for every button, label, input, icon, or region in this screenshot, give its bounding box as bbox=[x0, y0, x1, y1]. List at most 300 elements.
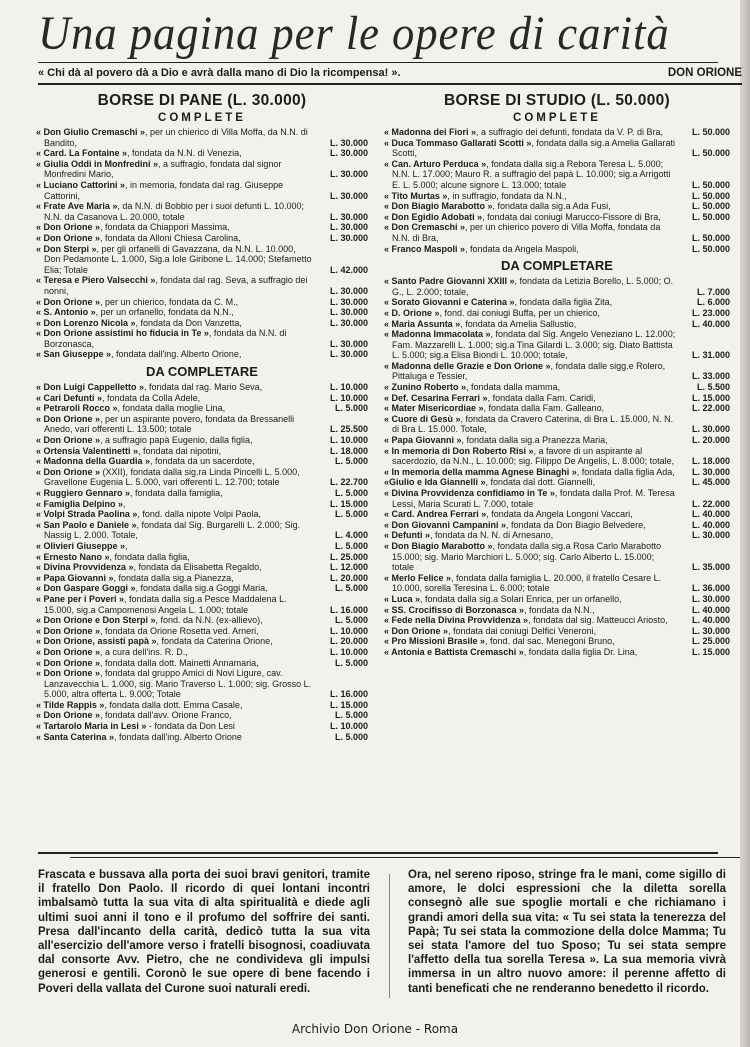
scholarship-entry bbox=[384, 361, 730, 382]
scholarship-body bbox=[384, 573, 676, 594]
scholarship-entry bbox=[384, 626, 730, 637]
scholarship-amount: L. 5.000 bbox=[334, 509, 368, 520]
scholarship-entry bbox=[384, 138, 730, 159]
scholarship-body bbox=[384, 615, 676, 626]
scholarship-description: , fondata dalla sig.a Ada Fusi, bbox=[492, 201, 611, 212]
scholarship-description: , fondata dal dott. Giannelli, bbox=[485, 477, 596, 488]
scholarship-name: « Don Orione » bbox=[36, 435, 101, 446]
scholarship-body bbox=[36, 318, 314, 329]
scholarship-entry bbox=[36, 233, 368, 244]
scholarship-amount: L. 45.000 bbox=[691, 477, 730, 488]
scholarship-entry bbox=[384, 467, 730, 478]
scholarship-amount: L. 22.700 bbox=[329, 477, 368, 488]
scholarship-description: , a favore di un aspirante al sacerdozio, da N.N., L. 10.000; sig. Filippo De Angelis, L. 8.000; totale, bbox=[392, 445, 675, 467]
scholarship-name: « Don Orione » bbox=[36, 657, 101, 668]
scholarship-entry bbox=[36, 127, 368, 148]
scholarship-body bbox=[36, 626, 314, 637]
title-rule bbox=[38, 62, 718, 63]
scholarship-name: « Don Gaspare Goggi » bbox=[36, 583, 136, 594]
scholarship-entry bbox=[36, 732, 368, 743]
scholarship-amount: L. 5.000 bbox=[334, 731, 368, 742]
scholarship-amount: L. 50.000 bbox=[691, 232, 730, 243]
bread-complete-heading: COMPLETE bbox=[158, 112, 246, 124]
scholarship-amount: L. 30.000 bbox=[329, 338, 368, 349]
scholarship-name: « Sorato Giovanni e Caterina » bbox=[384, 297, 515, 308]
scholarship-body bbox=[384, 244, 676, 255]
scholarship-body bbox=[36, 159, 314, 180]
scholarship-description: , fondata da N.N., bbox=[524, 604, 595, 615]
scholarship-amount: L. 30.000 bbox=[329, 317, 368, 328]
scholarship-entry bbox=[384, 414, 730, 435]
motto-quote: « Chi dà al povero dà a Dio e avrà dalla mano di Dio la ricompensa! ». bbox=[38, 67, 401, 79]
scholarship-entry bbox=[384, 159, 730, 191]
scholarship-name: « Divina Provvidenza confidiamo in Te » bbox=[384, 488, 555, 498]
scholarship-description: , per un chierico povero di Villa Moffa, fondata da N.N. di Bra, bbox=[392, 222, 661, 243]
scholarship-amount: L. 5.000 bbox=[334, 488, 368, 498]
scholarship-entry bbox=[36, 467, 368, 488]
scholarship-entry bbox=[36, 328, 368, 349]
scholarship-body bbox=[384, 509, 676, 520]
column-divider bbox=[389, 874, 390, 998]
scholarship-body bbox=[384, 541, 676, 573]
scholarship-body bbox=[36, 403, 314, 414]
scholarship-amount: L. 30.000 bbox=[329, 232, 368, 243]
scholarship-body bbox=[36, 658, 314, 669]
scholarship-entry bbox=[36, 647, 368, 658]
scholarship-description: (XXII), fondata dalla sig.ra Linda Pincelli L. 5.000, Gravellone Eugenia L. 5.000, vari offerenti L. 12.700; totale bbox=[44, 466, 300, 488]
scholarship-body bbox=[36, 594, 314, 615]
scholarship-description: , fondata dalla sig.a Pesce Maddalena L. 15.000, sig.a Campomenosi Angela L. 1.000; totale bbox=[44, 593, 287, 615]
scholarship-body bbox=[36, 552, 314, 563]
scholarship-name: « Don Orione » bbox=[36, 296, 101, 307]
scholarship-name: « Ernesto Nano » bbox=[36, 551, 110, 562]
scholarship-name: « Divina Provvidenza » bbox=[36, 562, 134, 573]
scholarship-description: , fondata da Chiappori Massima, bbox=[100, 222, 230, 233]
scholarship-name: « Mater Misericordiae » bbox=[384, 403, 484, 414]
scholarship-entry bbox=[384, 605, 730, 616]
motto-row bbox=[38, 64, 742, 80]
scholarship-entry bbox=[36, 541, 368, 552]
scholarship-description: , fondata dalla sig.a Pianezza, bbox=[113, 572, 234, 583]
scholarship-amount: L. 50.000 bbox=[691, 190, 730, 201]
scholarship-name: « Olivieri Giuseppe » bbox=[36, 540, 126, 551]
scholarship-name: « Don Orione » bbox=[36, 710, 101, 721]
scholarship-amount: L. 30.000 bbox=[691, 424, 730, 435]
scholarship-description: , fondata dal Sig. Burgarelli L. 2.000; Sig. Nassig L. 2.000. Totale, bbox=[44, 519, 301, 541]
scholarship-entry bbox=[384, 488, 730, 509]
scholarship-name: « Antonia e Battista Cremaschi » bbox=[384, 646, 524, 657]
scholarship-description: , per gli orfanelli di Gavazzana, da N.N. L. 10.000, Don Pedamonte L. 1.000, Sig.a Iole Giribone L. 14.000; Stefametto Elia; Totale bbox=[44, 243, 312, 275]
scholarship-amount: L. 25.500 bbox=[329, 424, 368, 435]
scholarship-name: « Madonna della Guardia » bbox=[36, 456, 151, 467]
scholarship-entry bbox=[36, 180, 368, 201]
scholarship-body bbox=[384, 594, 676, 605]
scholarship-name: « Don Biagio Marabotto » bbox=[384, 201, 493, 212]
scholarship-amount: L. 15.000 bbox=[329, 498, 368, 509]
scholarship-name: « Luciano Cattorini » bbox=[36, 179, 126, 190]
scholarship-amount: L. 12.000 bbox=[329, 562, 368, 573]
scholarship-amount: L. 25.000 bbox=[691, 636, 730, 647]
scholarship-entry bbox=[36, 446, 368, 457]
scholarship-entry bbox=[384, 509, 730, 520]
scholarship-body bbox=[384, 605, 676, 616]
scholarship-description: , fondata da Amelia Sallustio, bbox=[460, 318, 577, 329]
scholarship-amount: L. 5.000 bbox=[334, 583, 368, 594]
scholarship-entry bbox=[384, 530, 730, 541]
scholarship-entry bbox=[36, 318, 368, 329]
scholarship-body bbox=[36, 127, 314, 148]
scholarship-amount: L. 16.000 bbox=[329, 689, 368, 700]
scholarship-name: « Madonna Immacolata » bbox=[384, 329, 491, 340]
scholarship-description: , fondata da Orione Rosetta ved. Arneri, bbox=[100, 625, 259, 636]
scholarship-name: « Don Luigi Cappelletto » bbox=[36, 382, 145, 393]
scholarship-amount: L. 5.000 bbox=[334, 615, 368, 626]
scholarship-body bbox=[384, 446, 676, 467]
scholarship-entry bbox=[36, 393, 368, 404]
scholarship-body bbox=[36, 275, 314, 296]
scholarship-amount: L. 35.000 bbox=[691, 562, 730, 573]
scholarship-body bbox=[36, 328, 314, 349]
scholarship-name: « Don Orione e Don Sterpi » bbox=[36, 615, 156, 626]
article-text-right: Ora, nel sereno riposo, stringe fra le mani, come sigillo di amore, le dolci espressioni che la diletta sorella consegnò alle sue spoglie mortali e che richiamano i grandi amori della sua vita: « Tu sei stata la tenerezza del Papà; Tu sei stata la commozione della dolce Mamma; Tu sei stata l'amore del tuo Sposo; Tu sei stata sempre l'affetto della tua sorella Teresa ». La sua memoria vivrà immersa in un altro nuovo amore: il perenne affetto di tanti beneficati che ne renderanno benedetto il ricordo. bbox=[408, 869, 726, 995]
page-title: Una pagina per le opere di carità bbox=[38, 7, 670, 60]
scholarship-description: , fondata da Don Vanzetta, bbox=[135, 317, 242, 328]
scholarship-body bbox=[384, 308, 676, 319]
scholarship-name: « Don Cremaschi » bbox=[384, 222, 466, 233]
scholarship-amount: L. 40.000 bbox=[691, 509, 730, 520]
scholarship-body bbox=[384, 138, 676, 159]
scholarship-description: , fondata dalle sigg.e Rolero, Pittaluga e Tessier, bbox=[392, 360, 666, 382]
scholarship-description: , fond. da N.N. (ex-allievo), bbox=[155, 615, 263, 626]
scholarship-entry bbox=[384, 594, 730, 605]
scholarship-body bbox=[36, 148, 314, 159]
scholarship-name: « Famiglia Delpino » bbox=[36, 498, 124, 509]
scholarship-amount: L. 30.000 bbox=[691, 625, 730, 636]
scholarship-name: « Cari Defunti » bbox=[36, 392, 103, 403]
scholarship-name: « Card. La Fontaine » bbox=[36, 148, 128, 159]
scholarship-entry bbox=[36, 488, 368, 499]
scholarship-body bbox=[36, 393, 314, 404]
scholarship-entry bbox=[384, 329, 730, 361]
bread-section-title: BORSE DI PANE (L. 30.000) bbox=[97, 92, 307, 109]
study-pending-list bbox=[384, 276, 730, 657]
scholarship-entry bbox=[36, 456, 368, 467]
scholarship-name: « Tilde Rappis » bbox=[36, 699, 105, 710]
scholarship-amount: L. 10.000 bbox=[329, 435, 368, 446]
scholarship-amount: L. 10.000 bbox=[329, 392, 368, 403]
scholarship-name: « Papa Giovanni » bbox=[36, 572, 114, 583]
scholarship-entry bbox=[384, 319, 730, 330]
scholarship-amount: L. 30.000 bbox=[329, 307, 368, 318]
scholarship-amount: L. 22.000 bbox=[691, 498, 730, 509]
scholarship-description: , fondata dalla figlia, bbox=[109, 551, 190, 562]
scholarship-amount: L. 22.000 bbox=[691, 403, 730, 414]
scholarship-body bbox=[384, 222, 676, 243]
scholarship-description: , fondata dal Sig. Angelo Veneziano L. 12.000; Fam. Mazzarelli L. 1.000; sig.a Tina Gilardi L. 3.000; sig. Diato Battista L. 5.000; sig.a Elisa Biondi L. 10.000; totale, bbox=[392, 329, 676, 361]
scholarship-body bbox=[384, 276, 676, 297]
scholarship-body bbox=[36, 307, 314, 318]
scholarship-description: , fondata dal gruppo Amici di Novi Ligure, cav. Lanzavecchia L. 1.000, sig. Mario Traverso L. 1.000; sig. Grosso L. 5.000, altra offerta L. 9.000; Totale bbox=[44, 668, 312, 700]
scholarship-entry bbox=[384, 222, 730, 243]
scholarship-name: « Merlo Felice » bbox=[384, 572, 452, 583]
scholarship-body bbox=[384, 530, 676, 541]
scholarship-name: « Madonna delle Grazie e Don Orione » bbox=[384, 360, 551, 371]
scholarship-entry bbox=[36, 594, 368, 615]
scholarship-description: , fondata dalla Fam. Galleano, bbox=[483, 403, 605, 414]
scholarship-body bbox=[36, 456, 314, 467]
scholarship-entry bbox=[36, 583, 368, 594]
scholarship-name: « Teresa e Piero Valsecchi » bbox=[36, 275, 156, 286]
scholarship-amount: L. 5.500 bbox=[696, 382, 730, 393]
scholarship-entry bbox=[36, 658, 368, 669]
scholarship-description: , fondata dalla sig.a Goggi Maria, bbox=[135, 583, 268, 594]
scholarship-name: « Don Orione, assisti papà » bbox=[36, 636, 157, 647]
scholarship-name: « S. Antonio » bbox=[36, 307, 96, 318]
scholarship-name: «Giulio e Ida Giannelli » bbox=[384, 477, 486, 488]
scholarship-entry bbox=[384, 573, 730, 594]
scholarship-entry bbox=[36, 668, 368, 700]
scholarship-body bbox=[36, 520, 314, 541]
scholarship-entry bbox=[384, 520, 730, 531]
scholarship-amount: L. 16.000 bbox=[329, 604, 368, 615]
scholarship-body bbox=[384, 159, 676, 191]
scholarship-amount: L. 40.000 bbox=[691, 318, 730, 329]
scholarship-body bbox=[384, 201, 676, 212]
scholarship-name: « Zunino Roberto » bbox=[384, 382, 466, 393]
scholarship-body bbox=[36, 573, 314, 584]
scholarship-name: « Giulia Oddi in Monfredini » bbox=[36, 158, 159, 169]
scholarship-name: « Don Orione » bbox=[36, 222, 101, 233]
scholarship-name: « Don Giovanni Campanini » bbox=[384, 519, 507, 530]
scholarship-amount: L. 31.000 bbox=[691, 350, 730, 361]
scholarship-description: , fondata da Colla Adele, bbox=[102, 392, 201, 403]
scholarship-name: « Don Giulio Cremaschi » bbox=[36, 127, 146, 137]
scholarship-body bbox=[36, 435, 314, 446]
scholarship-amount: L. 30.000 bbox=[329, 296, 368, 307]
scholarship-description: , fondata dalla sig.a Pranezza Maria, bbox=[461, 435, 608, 446]
scholarship-description: , fondata dalla sig.a Rosa Carlo Marabotto 15.000; sig. Mario Marchiori L. 5.000; sig. Carlo Alberto L. 15.000; totale bbox=[392, 540, 662, 573]
scholarship-body bbox=[384, 297, 676, 308]
scholarship-amount: L. 36.000 bbox=[691, 583, 730, 594]
scholarship-amount: L. 6.000 bbox=[696, 297, 730, 308]
scholarship-amount: L. 30.000 bbox=[329, 137, 368, 148]
scholarship-entry bbox=[36, 552, 368, 563]
scholarship-entry bbox=[36, 159, 368, 180]
scholarship-body bbox=[384, 382, 676, 393]
scholarship-name: « Pro Missioni Brasile » bbox=[384, 636, 486, 647]
scholarship-entry bbox=[36, 721, 368, 732]
scholarship-amount: L. 30.000 bbox=[329, 285, 368, 296]
bread-pending-list bbox=[36, 382, 368, 742]
scholarship-entry bbox=[384, 393, 730, 404]
scholarship-amount: L. 30.000 bbox=[329, 211, 368, 222]
scholarship-amount: L. 15.000 bbox=[329, 699, 368, 710]
scholarship-amount: L. 5.000 bbox=[334, 456, 368, 467]
scholarship-body bbox=[384, 329, 676, 361]
scholarship-name: « Madonna dei Fiori » bbox=[384, 127, 477, 137]
bread-pending-heading: DA COMPLETARE bbox=[146, 364, 258, 380]
scholarship-body bbox=[384, 414, 676, 435]
scholarship-name: « Tartarolo Maria in Lesi » bbox=[36, 721, 147, 732]
scholarship-amount: L. 30.000 bbox=[691, 530, 730, 541]
scholarship-amount: L. 5.000 bbox=[334, 540, 368, 551]
scholarship-amount: L. 30.000 bbox=[329, 349, 368, 360]
scholarship-entry bbox=[36, 636, 368, 647]
scholarship-name: « Don Biagio Marabotto » bbox=[384, 540, 493, 551]
scholarship-body bbox=[36, 636, 314, 647]
scholarship-description: , fondata dai nipotini, bbox=[138, 445, 222, 456]
scholarship-description: , per un orfanello, fondata da N.N., bbox=[95, 307, 234, 318]
scholarship-name: « Don Orione » bbox=[36, 413, 101, 424]
scholarship-description: , fondata dalla dott. Emma Casale, bbox=[104, 699, 243, 710]
section-divider-rule-thin bbox=[70, 857, 740, 858]
scholarship-name: « San Paolo e Daniele » bbox=[36, 519, 137, 530]
scholarship-name: « Petraroli Rocco » bbox=[36, 403, 118, 414]
scholarship-body bbox=[36, 647, 314, 658]
motto-signature: DON ORIONE bbox=[667, 67, 742, 79]
study-pending-heading: DA COMPLETARE bbox=[501, 258, 613, 274]
scholarship-name: « Can. Arturo Perduca » bbox=[384, 158, 487, 169]
scholarship-entry bbox=[36, 349, 368, 360]
scholarship-name: « Don Lorenzo Nicola » bbox=[36, 317, 136, 328]
scholarship-description: , fondata da Angela Longoni Vaccari, bbox=[486, 509, 633, 520]
scholarship-amount: L. 30.000 bbox=[329, 169, 368, 180]
scholarship-description: , fondata dalla mamma, bbox=[466, 382, 561, 393]
scholarship-description: , per un aspirante povero, fondata da Bressanelli Anedo, vari offerenti L. 13.500; totale bbox=[44, 413, 295, 435]
scholarship-body bbox=[36, 583, 314, 594]
scholarship-description: , fondata dalla famiglia, bbox=[130, 488, 223, 498]
scholarship-body bbox=[36, 467, 314, 488]
scholarship-description: , da N.N. di Bobbio per i suoi defunti L. 10.000; N.N. da Casanova L. 20.000, totale bbox=[44, 201, 304, 222]
scholarship-entry bbox=[36, 520, 368, 541]
scholarship-amount: L. 30.000 bbox=[691, 593, 730, 604]
bread-complete-list bbox=[36, 127, 368, 360]
study-complete-list bbox=[384, 127, 730, 254]
scholarship-amount: L. 50.000 bbox=[691, 243, 730, 254]
scholarship-entry bbox=[384, 308, 730, 319]
scholarship-description: , fondata dall'ing. Alberto Orione bbox=[114, 731, 242, 742]
scholarship-body bbox=[384, 191, 676, 202]
scholarship-description: , fondata da Letizia Borello, L. 5.000; O. G., L. 2.000; totale, bbox=[392, 276, 674, 297]
study-complete-heading: COMPLETE bbox=[513, 112, 601, 124]
scholarship-body bbox=[384, 435, 676, 446]
study-scholarships-column bbox=[384, 92, 730, 658]
scholarship-amount: L. 20.000 bbox=[329, 636, 368, 647]
page-edge-shadow bbox=[740, 0, 750, 1047]
scholarship-entry bbox=[36, 403, 368, 414]
scholarship-description: , bbox=[125, 540, 128, 551]
scholarship-name: « Ortensia Valentinetti » bbox=[36, 445, 139, 456]
scholarship-amount: L. 40.000 bbox=[691, 519, 730, 530]
scholarship-description: , fondata dal rag. Mario Seva, bbox=[144, 382, 263, 393]
scholarship-entry bbox=[384, 647, 730, 658]
scholarship-description: , fondata dai coniugi Marucco-Fissore di Bra, bbox=[482, 211, 661, 222]
scholarship-description: - fondata da Don Lesi bbox=[146, 721, 235, 732]
scholarship-amount: L. 10.000 bbox=[329, 382, 368, 393]
scholarship-name: « Papa Giovanni » bbox=[384, 435, 462, 446]
scholarship-amount: L. 30.000 bbox=[329, 222, 368, 233]
scholarship-body bbox=[384, 488, 676, 509]
scholarship-description: , a suffragio, fondata dal signor Monfredini Mario, bbox=[44, 158, 282, 180]
study-section-title: BORSE DI STUDIO (L. 50.000) bbox=[443, 92, 670, 109]
scholarship-description: , a suffragio papà Eugenio, dalla figlia, bbox=[100, 435, 253, 446]
scholarship-description: , fondata da N.N. di Borzonasca, bbox=[44, 328, 287, 349]
scholarship-description: , per un chierico di Villa Moffa, da N.N. di Bandito, bbox=[44, 127, 308, 148]
scholarship-description: , fondata dal rag. Seva, a suffragio dei nonni, bbox=[44, 275, 308, 296]
scholarship-amount: L. 15.000 bbox=[691, 392, 730, 403]
scholarship-entry bbox=[384, 615, 730, 626]
scholarship-amount: L. 40.000 bbox=[691, 615, 730, 626]
scholarship-entry bbox=[36, 148, 368, 159]
scholarship-description: , fondata dalla figlia Dr. Lina, bbox=[523, 646, 638, 657]
scholarship-body bbox=[36, 201, 314, 222]
scholarship-description: , fondata dalla Fam. Caridi, bbox=[487, 392, 596, 403]
scholarship-body bbox=[36, 541, 314, 552]
scholarship-entry bbox=[384, 541, 730, 573]
scholarship-body bbox=[36, 233, 314, 244]
scholarship-body bbox=[384, 467, 676, 478]
scholarship-body bbox=[36, 615, 314, 626]
scholarship-amount: L. 4.000 bbox=[334, 530, 368, 541]
scholarship-entry bbox=[36, 562, 368, 573]
scholarship-amount: L. 50.000 bbox=[691, 179, 730, 190]
scholarship-name: « D. Orione » bbox=[384, 307, 440, 318]
scholarship-entry bbox=[384, 127, 730, 138]
scholarship-name: « Don Orione » bbox=[36, 668, 101, 679]
scholarship-name: « Fede nella Divina Provvidenza » bbox=[384, 615, 529, 626]
scholarship-body bbox=[384, 403, 676, 414]
scholarship-body bbox=[36, 700, 314, 711]
scholarship-entry bbox=[36, 435, 368, 446]
scholarship-entry bbox=[36, 499, 368, 510]
scholarship-body bbox=[36, 297, 314, 308]
scholarship-description: , fond. dai coniugi Buffa, per un chierico, bbox=[439, 307, 600, 318]
scholarship-amount: L. 18.000 bbox=[329, 445, 368, 456]
scholarship-description: , fondata da Caterina Orione, bbox=[156, 636, 273, 647]
scholarship-body bbox=[384, 361, 676, 382]
scholarship-description: , fondata dalla figlia Ada, bbox=[576, 466, 675, 477]
scholarship-name: « Ruggiero Gennaro » bbox=[36, 488, 131, 498]
scholarship-description: , per un chierico, fondata da C. M., bbox=[100, 296, 239, 307]
scholarship-body bbox=[36, 244, 314, 276]
scholarship-body bbox=[36, 446, 314, 457]
scholarship-body bbox=[36, 180, 314, 201]
scholarship-description: , fondata da Don Biagio Belvedere, bbox=[506, 519, 646, 530]
scholarship-description: , in memoria, fondata dal rag. Giuseppe Cattorini, bbox=[44, 179, 284, 201]
scholarship-entry bbox=[384, 435, 730, 446]
scholarship-description: , in suffragio, fondata da N.N., bbox=[447, 190, 567, 201]
scholarship-name: « In memoria di Don Roberto Risi » bbox=[384, 445, 534, 456]
scholarship-entry bbox=[36, 382, 368, 393]
scholarship-name: « Pane per i Poveri » bbox=[36, 593, 125, 604]
header-rule bbox=[38, 83, 742, 85]
scholarship-amount: L. 10.000 bbox=[329, 721, 368, 732]
scholarship-description: , fondata da N. N. di Arnesano, bbox=[430, 530, 554, 541]
scholarship-description: , a suffragio dei defunti, fondata da V. P. di Bra, bbox=[476, 127, 663, 137]
scholarship-body bbox=[36, 222, 314, 233]
scholarship-entry bbox=[36, 222, 368, 233]
scholarship-description: , fondata dall'ing. Alberto Orione, bbox=[111, 349, 242, 360]
scholarship-amount: L. 5.000 bbox=[334, 657, 368, 668]
scholarship-description: , fondata da Elisabetta Regaldo, bbox=[133, 562, 262, 573]
scholarship-body bbox=[384, 636, 676, 647]
scholarship-amount: L. 40.000 bbox=[691, 604, 730, 615]
scholarship-body bbox=[36, 509, 314, 520]
scholarship-name: « Frate Ave Maria » bbox=[36, 201, 118, 212]
scholarship-name: « Don Egidio Adobati » bbox=[384, 211, 483, 222]
scholarship-entry bbox=[384, 244, 730, 255]
scholarship-body bbox=[384, 393, 676, 404]
